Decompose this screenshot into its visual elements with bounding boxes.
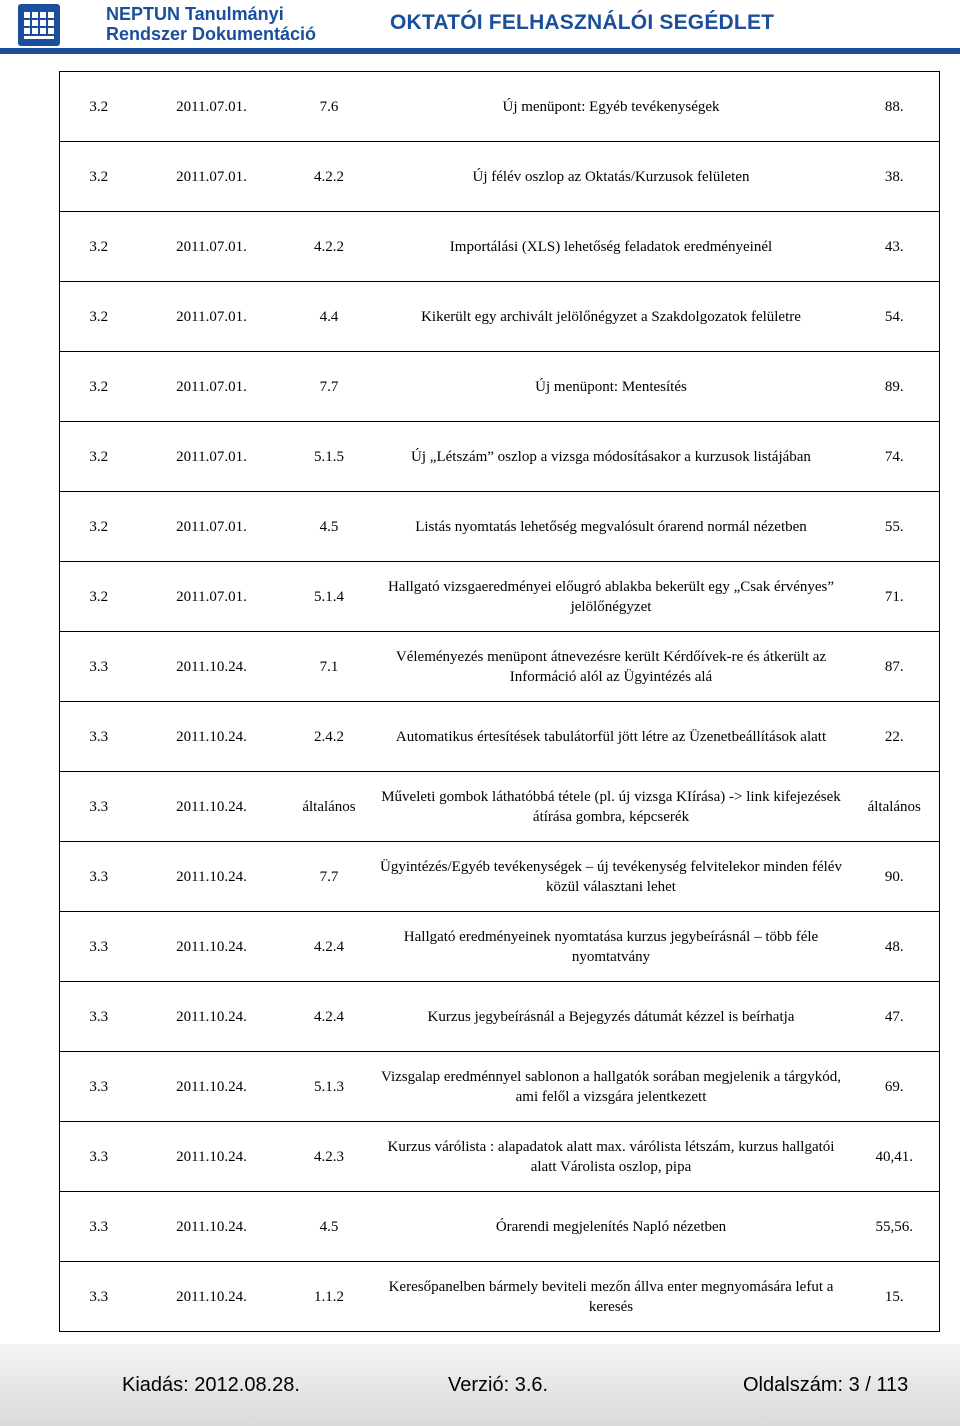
table-row [60,72,940,142]
section-cell: 7.7 [286,842,373,912]
document-title: OKTATÓI FELHASZNÁLÓI SEGÉDLET [390,11,775,34]
page-header [0,0,960,60]
version-cell: 3.3 [60,632,138,702]
version-cell: 3.3 [60,702,138,772]
table-row [60,842,940,912]
page-cell: 69. [850,1052,940,1122]
description-cell: Kurzus jegybeírásnál a Bejegyzés dátumát kézzel is beírhatja [373,982,850,1052]
date-cell: 2011.10.24. [138,982,286,1052]
description-cell: Ügyintézés/Egyéb tevékenységek – új tevékenység felvitelekor minden félév közül választani lehet [373,842,850,912]
description-cell: Importálási (XLS) lehetőség feladatok eredményeinél [373,212,850,282]
description-cell: Véleményezés menüpont átnevezésre került Kérdőívek-re és átkerült az Információ alól az Ügyintézés alá [373,632,850,702]
table-row [60,422,940,492]
table-row [60,562,940,632]
date-cell: 2011.10.24. [138,632,286,702]
neptun-logo-icon [18,4,60,46]
table-row [60,492,940,562]
page-cell: 88. [850,72,940,142]
table-row [60,142,940,212]
description-cell: Órarendi megjelenítés Napló nézetben [373,1192,850,1262]
change-log-table [59,71,940,1332]
date-cell: 2011.10.24. [138,1122,286,1192]
date-cell: 2011.07.01. [138,282,286,352]
section-cell: 4.2.4 [286,982,373,1052]
section-cell: 4.5 [286,492,373,562]
version-label: Verzió: 3.6. [448,1374,549,1396]
version-cell: 3.2 [60,72,138,142]
page-cell: 54. [850,282,940,352]
date-cell: 2011.07.01. [138,422,286,492]
page-cell: 40,41. [850,1122,940,1192]
page-cell: 22. [850,702,940,772]
section-cell: 1.1.2 [286,1262,373,1332]
page-cell: 55,56. [850,1192,940,1262]
table-row [60,212,940,282]
section-cell: 4.5 [286,1192,373,1262]
description-cell: Keresőpanelben bármely beviteli mezőn állva enter megnyomására lefut a keresés [373,1262,850,1332]
section-cell: 7.7 [286,352,373,422]
version-cell: 3.3 [60,982,138,1052]
table-row [60,982,940,1052]
table-row [60,1052,940,1122]
table-row [60,912,940,982]
version-cell: 3.3 [60,772,138,842]
section-cell: 5.1.4 [286,562,373,632]
table-row [60,1122,940,1192]
brand-line-2: Rendszer Dokumentáció [106,24,317,44]
version-cell: 3.2 [60,562,138,632]
section-cell: 5.1.3 [286,1052,373,1122]
page-cell: 43. [850,212,940,282]
version-cell: 3.2 [60,212,138,282]
table-row [60,1262,940,1332]
section-cell: 7.1 [286,632,373,702]
date-cell: 2011.07.01. [138,562,286,632]
description-cell: Új „Létszám” oszlop a vizsga módosításakor a kurzusok listájában [373,422,850,492]
description-cell: Automatikus értesítések tabulátorfül jött létre az Üzenetbeállítások alatt [373,702,850,772]
section-cell: 4.4 [286,282,373,352]
date-cell: 2011.10.24. [138,702,286,772]
description-cell: Kikerült egy archivált jelölőnégyzet a Szakdolgozatok felületre [373,282,850,352]
description-cell: Új félév oszlop az Oktatás/Kurzusok felületen [373,142,850,212]
version-cell: 3.2 [60,492,138,562]
date-cell: 2011.07.01. [138,142,286,212]
page-cell: 38. [850,142,940,212]
issue-date: Kiadás: 2012.08.28. [122,1374,300,1396]
date-cell: 2011.10.24. [138,772,286,842]
section-cell: 4.2.4 [286,912,373,982]
page-cell: általános [850,772,940,842]
version-cell: 3.3 [60,912,138,982]
section-cell: 4.2.2 [286,212,373,282]
section-cell: 5.1.5 [286,422,373,492]
version-cell: 3.3 [60,842,138,912]
description-cell: Vizsgalap eredménnyel sablonon a hallgatók sorában megjelenik a tárgykód, ami felől a vizsgára jelentkezett [373,1052,850,1122]
change-log-table-wrap [59,71,939,1332]
description-cell: Kurzus várólista : alapadatok alatt max. várólista létszám, kurzus hallgatói alatt Várolista oszlop, pipa [373,1122,850,1192]
date-cell: 2011.07.01. [138,352,286,422]
table-row [60,702,940,772]
table-row [60,1192,940,1262]
date-cell: 2011.10.24. [138,1192,286,1262]
date-cell: 2011.07.01. [138,72,286,142]
date-cell: 2011.10.24. [138,842,286,912]
description-cell: Műveleti gombok láthatóbbá tétele (pl. új vizsga KIírása) -> link kifejezések átírása gombra, képcserék [373,772,850,842]
date-cell: 2011.10.24. [138,912,286,982]
page-cell: 48. [850,912,940,982]
page-number: Oldalszám: 3 / 113 [743,1374,909,1396]
version-cell: 3.2 [60,282,138,352]
description-cell: Listás nyomtatás lehetőség megvalósult órarend normál nézetben [373,492,850,562]
section-cell: 2.4.2 [286,702,373,772]
version-cell: 3.3 [60,1262,138,1332]
page-cell: 74. [850,422,940,492]
page-cell: 47. [850,982,940,1052]
table-row [60,352,940,422]
section-cell: 4.2.2 [286,142,373,212]
page-cell: 89. [850,352,940,422]
date-cell: 2011.10.24. [138,1052,286,1122]
description-cell: Új menüpont: Egyéb tevékenységek [373,72,850,142]
version-cell: 3.3 [60,1052,138,1122]
version-cell: 3.2 [60,422,138,492]
page-cell: 90. [850,842,940,912]
page-cell: 55. [850,492,940,562]
table-row [60,772,940,842]
brand-name [106,4,316,44]
page-footer [0,1344,960,1426]
page-cell: 15. [850,1262,940,1332]
change-log-body [60,72,940,1332]
page-cell: 87. [850,632,940,702]
brand-line-1: NEPTUN Tanulmányi [106,4,284,24]
description-cell: Hallgató vizsgaeredményei előugró ablakba bekerült egy „Csak érvényes” jelölőnégyzet [373,562,850,632]
section-cell: 4.2.3 [286,1122,373,1192]
description-cell: Hallgató eredményeinek nyomtatása kurzus jegybeírásnál – több féle nyomtatvány [373,912,850,982]
section-cell: 7.6 [286,72,373,142]
section-cell: általános [286,772,373,842]
version-cell: 3.2 [60,352,138,422]
header-rule [0,48,960,54]
version-cell: 3.2 [60,142,138,212]
table-row [60,282,940,352]
date-cell: 2011.07.01. [138,212,286,282]
date-cell: 2011.10.24. [138,1262,286,1332]
version-cell: 3.3 [60,1192,138,1262]
date-cell: 2011.07.01. [138,492,286,562]
table-row [60,632,940,702]
version-cell: 3.3 [60,1122,138,1192]
page-cell: 71. [850,562,940,632]
description-cell: Új menüpont: Mentesítés [373,352,850,422]
